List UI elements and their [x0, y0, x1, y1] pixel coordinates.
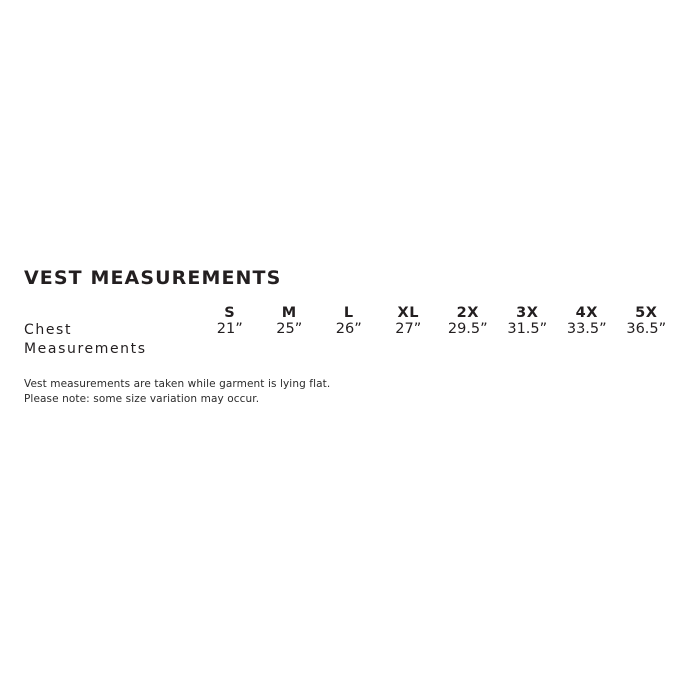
- chest-value-3x: 31.5”: [507, 320, 548, 337]
- table-header-row: [24, 305, 676, 321]
- chest-value-l: 26”: [335, 320, 362, 337]
- size-header-s: S: [224, 304, 236, 321]
- chest-value-m: 25”: [276, 320, 303, 337]
- row-label-line-1: Chest: [24, 321, 73, 338]
- chest-value-4x: 33.5”: [566, 320, 607, 337]
- measurements-table: [24, 305, 676, 359]
- chest-value-xl: 27”: [395, 320, 422, 337]
- note-line-2: Please note: some size variation may occur.: [24, 392, 260, 405]
- row-label-line-2: Measurements: [24, 340, 147, 357]
- size-header-xl: XL: [397, 304, 419, 321]
- chest-value-s: 21”: [216, 320, 243, 337]
- table-row: [24, 321, 676, 359]
- table-corner-header: [24, 305, 200, 321]
- size-header-2x: 2X: [456, 304, 479, 321]
- note-line-1: Vest measurements are taken while garment is lying flat.: [24, 377, 331, 390]
- chest-value-2x: 29.5”: [447, 320, 488, 337]
- page-title: VEST MEASUREMENTS: [24, 267, 282, 289]
- chest-value-5x: 36.5”: [626, 320, 667, 337]
- size-header-3x: 3X: [516, 304, 539, 321]
- size-header-m: M: [281, 304, 297, 321]
- size-header-5x: 5X: [635, 304, 658, 321]
- vest-measurements-chart: [24, 268, 676, 407]
- size-header-l: L: [343, 304, 354, 321]
- row-label-chest-measurements: [24, 321, 200, 359]
- chart-notes: [24, 377, 676, 407]
- size-header-4x: 4X: [575, 304, 598, 321]
